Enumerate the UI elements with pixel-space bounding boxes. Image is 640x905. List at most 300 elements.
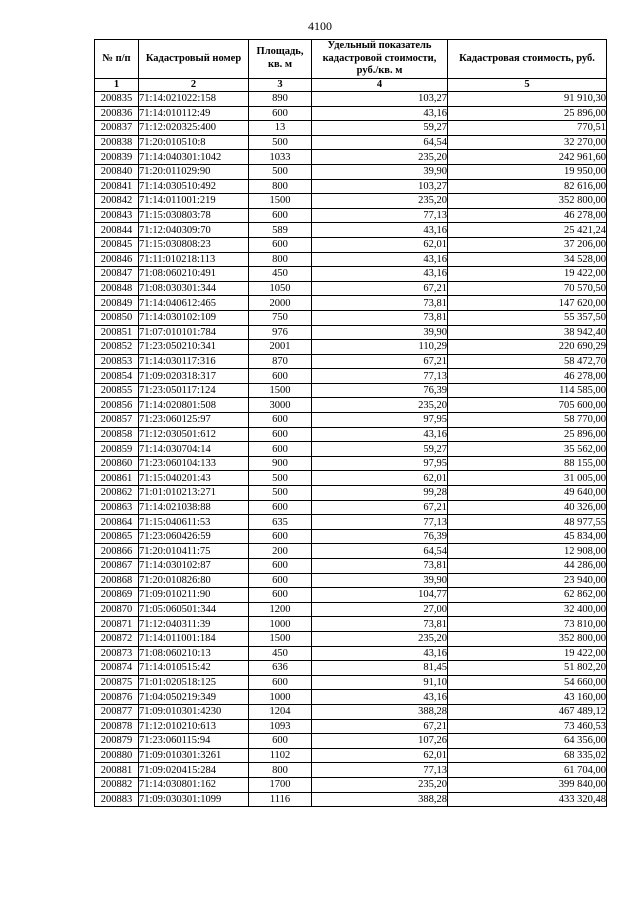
area-cell: 976: [249, 325, 312, 340]
unit-rate-cell: 73,81: [312, 310, 448, 325]
row-number-cell: 200847: [95, 267, 139, 282]
cadastral-value-cell: 38 942,40: [448, 325, 607, 340]
row-number-cell: 200873: [95, 646, 139, 661]
unit-rate-cell: 91,10: [312, 675, 448, 690]
table-row: [95, 777, 607, 792]
unit-rate-cell: 62,01: [312, 471, 448, 486]
unit-rate-cell: 77,13: [312, 763, 448, 778]
cadastral-number-cell: 71:14:030704:14: [139, 442, 249, 457]
table-row: [95, 121, 607, 136]
row-number-cell: 200857: [95, 413, 139, 428]
cadastral-value-cell: 37 206,00: [448, 237, 607, 252]
cadastral-number-cell: 71:20:010826:80: [139, 573, 249, 588]
area-cell: 900: [249, 456, 312, 471]
unit-rate-cell: 27,00: [312, 602, 448, 617]
cadastral-value-cell: 49 640,00: [448, 486, 607, 501]
table-row: [95, 588, 607, 603]
column-number: 1: [95, 78, 139, 92]
unit-rate-cell: 97,95: [312, 413, 448, 428]
table-row: [95, 500, 607, 515]
table-row: [95, 792, 607, 807]
area-cell: 600: [249, 442, 312, 457]
area-cell: 1500: [249, 631, 312, 646]
row-number-cell: 200879: [95, 734, 139, 749]
unit-rate-cell: 67,21: [312, 719, 448, 734]
table-row: [95, 748, 607, 763]
cadastral-value-cell: 31 005,00: [448, 471, 607, 486]
cadastral-number-cell: 71:09:020318:317: [139, 369, 249, 384]
cadastral-number-cell: 71:09:010301:3261: [139, 748, 249, 763]
cadastral-number-cell: 71:09:030301:1099: [139, 792, 249, 807]
area-cell: 589: [249, 223, 312, 238]
table-row: [95, 237, 607, 252]
cadastral-table: [94, 39, 607, 807]
cadastral-value-cell: 73 460,53: [448, 719, 607, 734]
row-number-cell: 200865: [95, 529, 139, 544]
column-number-row: [95, 78, 607, 92]
cadastral-number-cell: 71:05:060501:344: [139, 602, 249, 617]
row-number-cell: 200867: [95, 559, 139, 574]
row-number-cell: 200880: [95, 748, 139, 763]
table-row: [95, 369, 607, 384]
column-number: 3: [249, 78, 312, 92]
area-cell: 2001: [249, 340, 312, 355]
row-number-cell: 200841: [95, 179, 139, 194]
table-row: [95, 383, 607, 398]
unit-rate-cell: 388,28: [312, 792, 448, 807]
unit-rate-cell: 73,81: [312, 559, 448, 574]
row-number-cell: 200839: [95, 150, 139, 165]
unit-rate-cell: 43,16: [312, 223, 448, 238]
header-row: [95, 40, 607, 79]
row-number-cell: 200881: [95, 763, 139, 778]
row-number-cell: 200882: [95, 777, 139, 792]
area-cell: 600: [249, 529, 312, 544]
area-cell: 1102: [249, 748, 312, 763]
unit-rate-cell: 39,90: [312, 325, 448, 340]
unit-rate-cell: 235,20: [312, 398, 448, 413]
cadastral-number-cell: 71:23:060115:94: [139, 734, 249, 749]
cadastral-value-cell: 61 704,00: [448, 763, 607, 778]
row-number-cell: 200835: [95, 92, 139, 107]
area-cell: 870: [249, 354, 312, 369]
cadastral-value-cell: 352 800,00: [448, 194, 607, 209]
table-row: [95, 179, 607, 194]
cadastral-value-cell: 48 977,55: [448, 515, 607, 530]
row-number-cell: 200859: [95, 442, 139, 457]
cadastral-number-cell: 71:09:020415:284: [139, 763, 249, 778]
cadastral-value-cell: 70 570,50: [448, 281, 607, 296]
cadastral-number-cell: 71:14:040301:1042: [139, 150, 249, 165]
cadastral-value-cell: 352 800,00: [448, 631, 607, 646]
unit-rate-cell: 39,90: [312, 573, 448, 588]
cadastral-value-cell: 25 896,00: [448, 427, 607, 442]
table-row: [95, 164, 607, 179]
cadastral-number-cell: 71:14:021022:158: [139, 92, 249, 107]
row-number-cell: 200852: [95, 340, 139, 355]
cadastral-value-cell: 46 278,00: [448, 208, 607, 223]
cadastral-value-cell: 220 690,29: [448, 340, 607, 355]
cadastral-number-cell: 71:23:060125:97: [139, 413, 249, 428]
area-cell: 600: [249, 588, 312, 603]
row-number-cell: 200844: [95, 223, 139, 238]
table-row: [95, 661, 607, 676]
row-number-cell: 200864: [95, 515, 139, 530]
table-row: [95, 529, 607, 544]
table-row: [95, 486, 607, 501]
area-cell: 500: [249, 471, 312, 486]
area-cell: 600: [249, 675, 312, 690]
table-row: [95, 150, 607, 165]
row-number-cell: 200875: [95, 675, 139, 690]
unit-rate-cell: 64,54: [312, 135, 448, 150]
unit-rate-cell: 64,54: [312, 544, 448, 559]
area-cell: 1500: [249, 383, 312, 398]
unit-rate-cell: 67,21: [312, 281, 448, 296]
table-row: [95, 208, 607, 223]
table-row: [95, 559, 607, 574]
cadastral-number-cell: 71:14:030102:87: [139, 559, 249, 574]
cadastral-value-cell: 19 422,00: [448, 646, 607, 661]
table-row: [95, 573, 607, 588]
cadastral-value-cell: 242 961,60: [448, 150, 607, 165]
unit-rate-cell: 235,20: [312, 631, 448, 646]
row-number-cell: 200842: [95, 194, 139, 209]
area-cell: 1204: [249, 704, 312, 719]
unit-rate-cell: 62,01: [312, 237, 448, 252]
cadastral-number-cell: 71:08:060210:491: [139, 267, 249, 282]
cadastral-number-cell: 71:23:060426:59: [139, 529, 249, 544]
cadastral-number-cell: 71:15:040611:53: [139, 515, 249, 530]
table-row: [95, 544, 607, 559]
area-cell: 636: [249, 661, 312, 676]
cadastral-value-cell: 114 585,00: [448, 383, 607, 398]
header-area: Площадь, кв. м: [249, 40, 312, 79]
cadastral-number-cell: 71:08:030301:344: [139, 281, 249, 296]
row-number-cell: 200874: [95, 661, 139, 676]
table-row: [95, 427, 607, 442]
area-cell: 13: [249, 121, 312, 136]
cadastral-value-cell: 32 400,00: [448, 602, 607, 617]
row-number-cell: 200860: [95, 456, 139, 471]
row-number-cell: 200848: [95, 281, 139, 296]
area-cell: 1116: [249, 792, 312, 807]
unit-rate-cell: 67,21: [312, 500, 448, 515]
unit-rate-cell: 43,16: [312, 427, 448, 442]
unit-rate-cell: 103,27: [312, 179, 448, 194]
row-number-cell: 200883: [95, 792, 139, 807]
cadastral-number-cell: 71:07:010101:784: [139, 325, 249, 340]
cadastral-number-cell: 71:12:020325:400: [139, 121, 249, 136]
area-cell: 800: [249, 763, 312, 778]
cadastral-number-cell: 71:20:010510:8: [139, 135, 249, 150]
cadastral-value-cell: 58 770,00: [448, 413, 607, 428]
area-cell: 200: [249, 544, 312, 559]
cadastral-value-cell: 51 802,20: [448, 661, 607, 676]
row-number-cell: 200870: [95, 602, 139, 617]
area-cell: 1093: [249, 719, 312, 734]
cadastral-number-cell: 71:14:010515:42: [139, 661, 249, 676]
cadastral-value-cell: 58 472,70: [448, 354, 607, 369]
cadastral-number-cell: 71:14:011001:219: [139, 194, 249, 209]
cadastral-number-cell: 71:23:050210:341: [139, 340, 249, 355]
table-row: [95, 354, 607, 369]
row-number-cell: 200876: [95, 690, 139, 705]
row-number-cell: 200836: [95, 106, 139, 121]
cadastral-number-cell: 71:15:030808:23: [139, 237, 249, 252]
table-row: [95, 704, 607, 719]
cadastral-number-cell: 71:15:040201:43: [139, 471, 249, 486]
unit-rate-cell: 104,77: [312, 588, 448, 603]
area-cell: 600: [249, 369, 312, 384]
unit-rate-cell: 99,28: [312, 486, 448, 501]
cadastral-value-cell: 43 160,00: [448, 690, 607, 705]
table-row: [95, 223, 607, 238]
row-number-cell: 200869: [95, 588, 139, 603]
table-row: [95, 194, 607, 209]
row-number-cell: 200837: [95, 121, 139, 136]
unit-rate-cell: 388,28: [312, 704, 448, 719]
cadastral-number-cell: 71:14:011001:184: [139, 631, 249, 646]
area-cell: 1200: [249, 602, 312, 617]
row-number-cell: 200863: [95, 500, 139, 515]
area-cell: 600: [249, 413, 312, 428]
unit-rate-cell: 73,81: [312, 617, 448, 632]
cadastral-value-cell: 82 616,00: [448, 179, 607, 194]
cadastral-value-cell: 433 320,48: [448, 792, 607, 807]
cadastral-number-cell: 71:23:060104:133: [139, 456, 249, 471]
cadastral-number-cell: 71:01:020518:125: [139, 675, 249, 690]
row-number-cell: 200850: [95, 310, 139, 325]
unit-rate-cell: 43,16: [312, 646, 448, 661]
cadastral-value-cell: 25 421,24: [448, 223, 607, 238]
cadastral-value-cell: 62 862,00: [448, 588, 607, 603]
cadastral-number-cell: 71:01:010213:271: [139, 486, 249, 501]
row-number-cell: 200851: [95, 325, 139, 340]
unit-rate-cell: 235,20: [312, 150, 448, 165]
unit-rate-cell: 81,45: [312, 661, 448, 676]
area-cell: 600: [249, 559, 312, 574]
cadastral-value-cell: 147 620,00: [448, 296, 607, 311]
row-number-cell: 200838: [95, 135, 139, 150]
row-number-cell: 200845: [95, 237, 139, 252]
row-number-cell: 200878: [95, 719, 139, 734]
unit-rate-cell: 76,39: [312, 529, 448, 544]
unit-rate-cell: 77,13: [312, 208, 448, 223]
table-row: [95, 763, 607, 778]
area-cell: 600: [249, 237, 312, 252]
cadastral-value-cell: 88 155,00: [448, 456, 607, 471]
column-number: 2: [139, 78, 249, 92]
row-number-cell: 200846: [95, 252, 139, 267]
unit-rate-cell: 107,26: [312, 734, 448, 749]
cadastral-number-cell: 71:14:030117:316: [139, 354, 249, 369]
area-cell: 1000: [249, 617, 312, 632]
table-row: [95, 398, 607, 413]
cadastral-value-cell: 25 896,00: [448, 106, 607, 121]
area-cell: 600: [249, 106, 312, 121]
cadastral-number-cell: 71:09:010301:4230: [139, 704, 249, 719]
unit-rate-cell: 67,21: [312, 354, 448, 369]
cadastral-value-cell: 45 834,00: [448, 529, 607, 544]
table-row: [95, 310, 607, 325]
unit-rate-cell: 235,20: [312, 777, 448, 792]
cadastral-number-cell: 71:14:040612:465: [139, 296, 249, 311]
area-cell: 1700: [249, 777, 312, 792]
row-number-cell: 200861: [95, 471, 139, 486]
table-row: [95, 325, 607, 340]
table-row: [95, 267, 607, 282]
header-cadastral-number: Кадастровый номер: [139, 40, 249, 79]
table-row: [95, 471, 607, 486]
cadastral-number-cell: 71:12:010210:613: [139, 719, 249, 734]
area-cell: 1050: [249, 281, 312, 296]
table-row: [95, 106, 607, 121]
cadastral-value-cell: 12 908,00: [448, 544, 607, 559]
cadastral-number-cell: 71:14:020801:508: [139, 398, 249, 413]
area-cell: 1500: [249, 194, 312, 209]
column-number: 5: [448, 78, 607, 92]
cadastral-value-cell: 19 422,00: [448, 267, 607, 282]
cadastral-value-cell: 54 660,00: [448, 675, 607, 690]
table-row: [95, 675, 607, 690]
cadastral-value-cell: 770,51: [448, 121, 607, 136]
cadastral-value-cell: 35 562,00: [448, 442, 607, 457]
table-row: [95, 456, 607, 471]
cadastral-value-cell: 73 810,00: [448, 617, 607, 632]
table-row: [95, 602, 607, 617]
row-number-cell: 200872: [95, 631, 139, 646]
area-cell: 800: [249, 252, 312, 267]
table-row: [95, 719, 607, 734]
cadastral-value-cell: 68 335,02: [448, 748, 607, 763]
cadastral-number-cell: 71:14:030801:162: [139, 777, 249, 792]
unit-rate-cell: 59,27: [312, 442, 448, 457]
cadastral-number-cell: 71:15:030803:78: [139, 208, 249, 223]
table-row: [95, 252, 607, 267]
cadastral-value-cell: 55 357,50: [448, 310, 607, 325]
cadastral-value-cell: 91 910,30: [448, 92, 607, 107]
cadastral-number-cell: 71:14:010112:49: [139, 106, 249, 121]
area-cell: 890: [249, 92, 312, 107]
unit-rate-cell: 97,95: [312, 456, 448, 471]
row-number-cell: 200853: [95, 354, 139, 369]
unit-rate-cell: 76,39: [312, 383, 448, 398]
row-number-cell: 200862: [95, 486, 139, 501]
unit-rate-cell: 59,27: [312, 121, 448, 136]
unit-rate-cell: 43,16: [312, 267, 448, 282]
area-cell: 3000: [249, 398, 312, 413]
cadastral-number-cell: 71:09:010211:90: [139, 588, 249, 603]
cadastral-value-cell: 40 326,00: [448, 500, 607, 515]
area-cell: 450: [249, 646, 312, 661]
row-number-cell: 200849: [95, 296, 139, 311]
table-row: [95, 690, 607, 705]
table-row: [95, 92, 607, 107]
cadastral-number-cell: 71:14:030102:109: [139, 310, 249, 325]
table-body: [95, 92, 607, 807]
cadastral-value-cell: 64 356,00: [448, 734, 607, 749]
unit-rate-cell: 39,90: [312, 164, 448, 179]
header-cadastral-value: Кадастровая стоимость, руб.: [448, 40, 607, 79]
cadastral-number-cell: 71:20:011029:90: [139, 164, 249, 179]
table-row: [95, 631, 607, 646]
cadastral-number-cell: 71:12:040309:70: [139, 223, 249, 238]
cadastral-value-cell: 46 278,00: [448, 369, 607, 384]
table-row: [95, 281, 607, 296]
area-cell: 600: [249, 427, 312, 442]
area-cell: 750: [249, 310, 312, 325]
row-number-cell: 200854: [95, 369, 139, 384]
table-row: [95, 340, 607, 355]
unit-rate-cell: 77,13: [312, 369, 448, 384]
row-number-cell: 200868: [95, 573, 139, 588]
area-cell: 2000: [249, 296, 312, 311]
area-cell: 500: [249, 486, 312, 501]
table-row: [95, 442, 607, 457]
row-number-cell: 200856: [95, 398, 139, 413]
cadastral-value-cell: 44 286,00: [448, 559, 607, 574]
row-number-cell: 200858: [95, 427, 139, 442]
area-cell: 500: [249, 135, 312, 150]
unit-rate-cell: 73,81: [312, 296, 448, 311]
header-row-number: № п/п: [95, 40, 139, 79]
row-number-cell: 200866: [95, 544, 139, 559]
row-number-cell: 200871: [95, 617, 139, 632]
unit-rate-cell: 43,16: [312, 106, 448, 121]
area-cell: 600: [249, 573, 312, 588]
unit-rate-cell: 103,27: [312, 92, 448, 107]
unit-rate-cell: 43,16: [312, 252, 448, 267]
table-row: [95, 734, 607, 749]
table-row: [95, 646, 607, 661]
cadastral-value-cell: 705 600,00: [448, 398, 607, 413]
area-cell: 1000: [249, 690, 312, 705]
area-cell: 450: [249, 267, 312, 282]
cadastral-value-cell: 399 840,00: [448, 777, 607, 792]
area-cell: 800: [249, 179, 312, 194]
area-cell: 500: [249, 164, 312, 179]
cadastral-number-cell: 71:14:021038:88: [139, 500, 249, 515]
row-number-cell: 200843: [95, 208, 139, 223]
cadastral-number-cell: 71:20:010411:75: [139, 544, 249, 559]
area-cell: 600: [249, 208, 312, 223]
cadastral-number-cell: 71:04:050219:349: [139, 690, 249, 705]
cadastral-value-cell: 19 950,00: [448, 164, 607, 179]
cadastral-number-cell: 71:11:010218:113: [139, 252, 249, 267]
area-cell: 600: [249, 734, 312, 749]
column-number: 4: [312, 78, 448, 92]
cadastral-value-cell: 467 489,12: [448, 704, 607, 719]
unit-rate-cell: 110,29: [312, 340, 448, 355]
unit-rate-cell: 77,13: [312, 515, 448, 530]
unit-rate-cell: 235,20: [312, 194, 448, 209]
cadastral-value-cell: 23 940,00: [448, 573, 607, 588]
cadastral-number-cell: 71:12:030501:612: [139, 427, 249, 442]
area-cell: 635: [249, 515, 312, 530]
page-number: 4100: [308, 19, 332, 33]
cadastral-value-cell: 34 528,00: [448, 252, 607, 267]
table-row: [95, 617, 607, 632]
cadastral-number-cell: 71:12:040311:39: [139, 617, 249, 632]
area-cell: 1033: [249, 150, 312, 165]
row-number-cell: 200877: [95, 704, 139, 719]
cadastral-number-cell: 71:14:030510:492: [139, 179, 249, 194]
row-number-cell: 200855: [95, 383, 139, 398]
table-row: [95, 135, 607, 150]
header-unit-rate: Удельный показатель кадастровой стоимости, руб./кв. м: [312, 40, 448, 79]
area-cell: 600: [249, 500, 312, 515]
